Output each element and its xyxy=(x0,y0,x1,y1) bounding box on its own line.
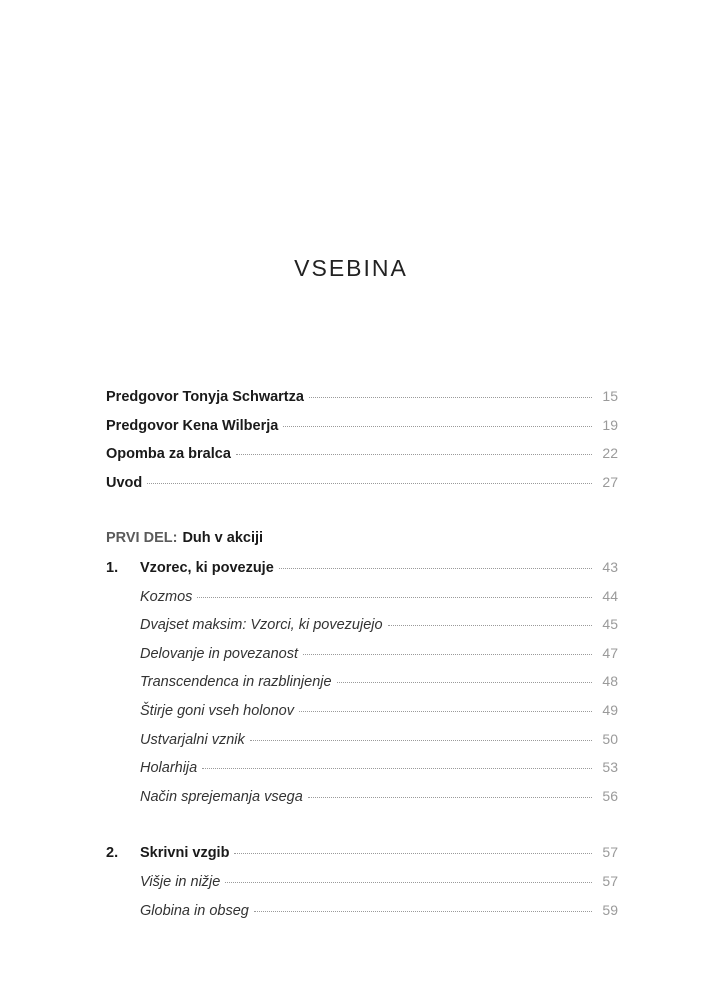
section-title: Kozmos xyxy=(140,588,193,605)
toc-entry-label: Opomba za bralca xyxy=(106,446,231,463)
toc-section[interactable] xyxy=(106,788,618,817)
toc-page-number: 53 xyxy=(602,759,618,776)
toc-page-number: 43 xyxy=(602,558,618,575)
dot-leader xyxy=(309,397,592,398)
dot-leader xyxy=(388,625,592,626)
toc-section[interactable] xyxy=(106,873,618,902)
part-title: Duh v akciji xyxy=(182,530,264,547)
toc-entry-label: Predgovor Tonyja Schwartza xyxy=(106,389,304,405)
toc-entry-reader-note[interactable] xyxy=(106,445,618,474)
page-title: VSEBINA xyxy=(294,255,408,281)
section-title: Dvajset maksim: Vzorci, ki povezujejo xyxy=(140,617,383,634)
toc-section[interactable] xyxy=(106,759,618,788)
toc-section[interactable] xyxy=(106,702,618,731)
dot-leader xyxy=(236,454,592,455)
dot-leader xyxy=(279,568,592,569)
dot-leader xyxy=(225,882,592,883)
table-of-contents xyxy=(106,388,618,930)
dot-leader xyxy=(147,483,592,484)
toc-entry-introduction[interactable] xyxy=(106,474,618,503)
toc-entry-label: Predgovor Kena Wilberja xyxy=(106,417,279,434)
section-title: Način sprejemanja vsega xyxy=(140,788,303,805)
dot-leader xyxy=(234,853,592,854)
dot-leader xyxy=(299,711,592,712)
dot-leader xyxy=(308,797,592,798)
toc-entry-foreword-wilber[interactable] xyxy=(106,417,618,446)
toc-entry-foreword-schwartz[interactable] xyxy=(106,388,618,417)
toc-section[interactable] xyxy=(106,645,618,674)
dot-leader xyxy=(197,597,592,598)
toc-page-number: 57 xyxy=(602,872,618,889)
spacer xyxy=(106,816,618,844)
toc-page-number: 48 xyxy=(602,673,618,690)
toc-page-number: 59 xyxy=(602,901,618,918)
toc-page-number: 27 xyxy=(602,473,618,490)
section-title: Ustvarjalni vznik xyxy=(140,731,245,748)
chapter-number: 1. xyxy=(106,559,119,576)
toc-page-number: 56 xyxy=(602,787,618,804)
toc-page-number: 15 xyxy=(602,388,618,404)
toc-page-number: 22 xyxy=(602,445,618,462)
dot-leader xyxy=(250,740,592,741)
section-title: Globina in obseg xyxy=(140,902,249,919)
toc-page-number: 44 xyxy=(602,587,618,604)
toc-chapter-1[interactable] xyxy=(106,559,618,588)
section-title: Štirje goni vseh holonov xyxy=(140,702,294,719)
toc-section[interactable] xyxy=(106,616,618,645)
toc-page-number: 45 xyxy=(602,616,618,633)
toc-chapter-2[interactable] xyxy=(106,844,618,873)
section-title: Višje in nižje xyxy=(140,873,221,890)
chapter-number: 2. xyxy=(106,845,119,862)
spacer xyxy=(106,502,618,530)
toc-page-number: 50 xyxy=(602,730,618,747)
section-title: Delovanje in povezanost xyxy=(140,645,298,662)
dot-leader xyxy=(254,911,592,912)
toc-section[interactable] xyxy=(106,588,618,617)
toc-page-number: 19 xyxy=(602,416,618,433)
part-heading xyxy=(106,530,618,559)
section-title: Holarhija xyxy=(140,760,198,777)
dot-leader xyxy=(303,654,592,655)
dot-leader xyxy=(202,768,592,769)
toc-page-number: 47 xyxy=(602,644,618,661)
section-title: Transcendenca in razblinjenje xyxy=(140,674,332,691)
toc-section[interactable] xyxy=(106,673,618,702)
chapter-title: Vzorec, ki povezuje xyxy=(140,559,274,576)
chapter-title: Skrivni vzgib xyxy=(140,845,230,862)
toc-entry-label: Uvod xyxy=(106,474,143,491)
dot-leader xyxy=(337,682,592,683)
toc-section[interactable] xyxy=(106,731,618,760)
toc-section[interactable] xyxy=(106,902,618,931)
toc-page-number: 57 xyxy=(602,844,618,861)
part-label: PRVI DEL: xyxy=(106,530,178,547)
dot-leader xyxy=(283,426,592,427)
toc-page-number: 49 xyxy=(602,701,618,718)
